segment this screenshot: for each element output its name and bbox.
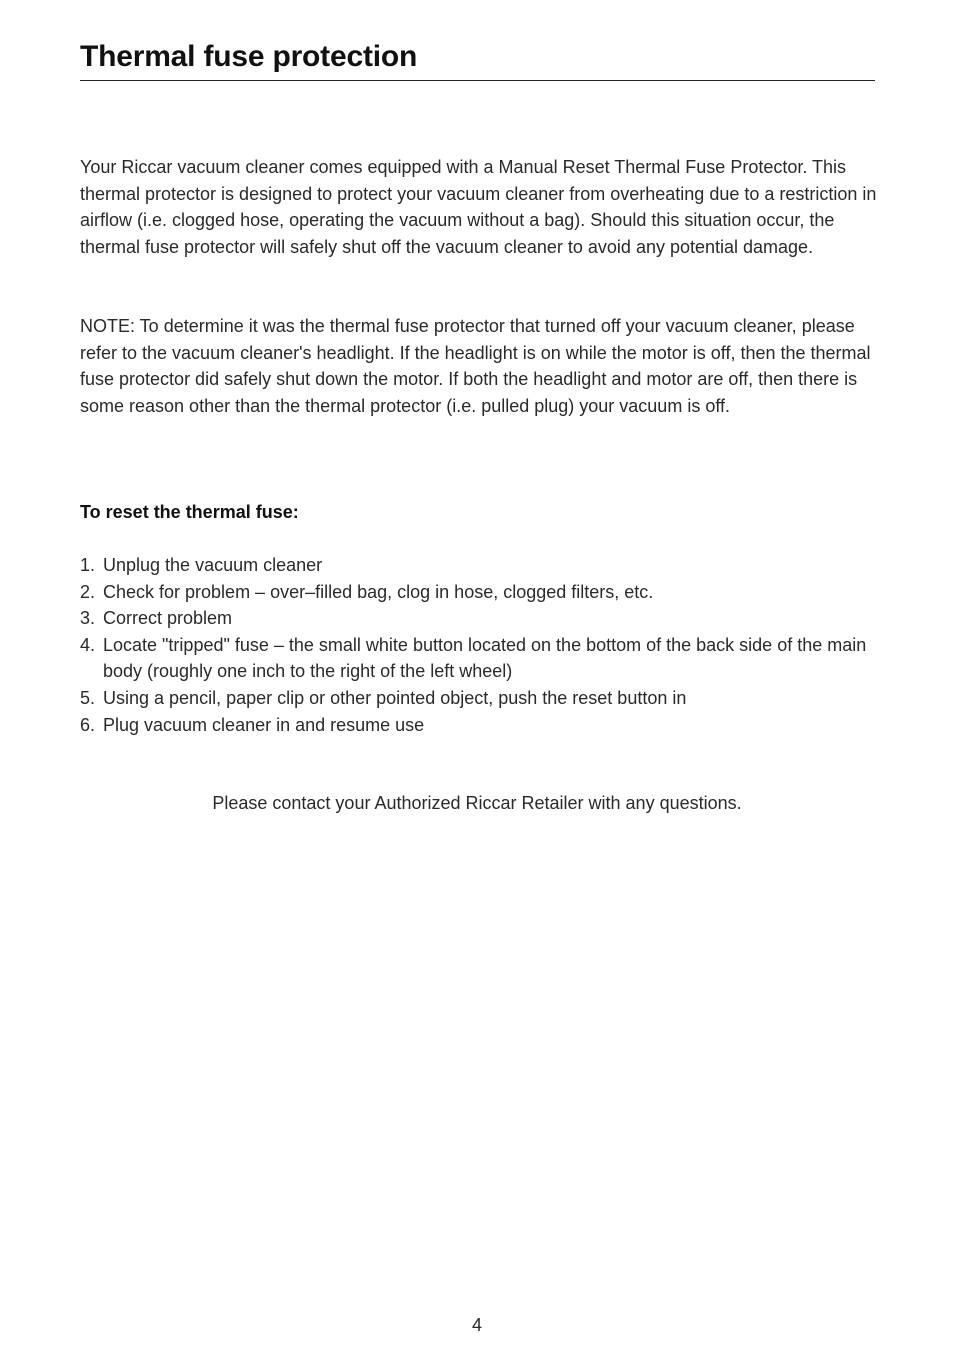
intro-paragraph: Your Riccar vacuum cleaner comes equipped with a Manual Reset Thermal Fuse Protector. This thermal protector is designed to protect your vacuum cleaner from overheating due to a restriction in airflow (i.e. clogged hose, operating the vacuum without a bag). Should this situation occur, the thermal fuse protector will safely shut off the vacuum cleaner to avoid any potential damage. xyxy=(80,157,877,257)
step-text: Correct problem xyxy=(103,608,233,629)
reset-section-heading: To reset the thermal fuse: xyxy=(80,502,299,522)
closing-note: Please contact your Authorized Riccar Retailer with any questions. xyxy=(212,793,742,813)
step-text: Check for problem – over–filled bag, clog in hose, clogged filters, etc. xyxy=(103,581,654,602)
step-text: Locate "tripped" fuse – the small white button located on the bottom of the back side of the main body (roughly one inch to the right of the left wheel) xyxy=(103,634,867,682)
list-item xyxy=(80,579,880,606)
step-text: Plug vacuum cleaner in and resume use xyxy=(103,714,425,735)
list-item xyxy=(80,605,880,632)
title-divider xyxy=(80,80,875,81)
step-number: 5. xyxy=(80,687,96,708)
reset-steps-list xyxy=(80,552,880,738)
page-number: 4 xyxy=(471,1315,482,1335)
step-number: 1. xyxy=(80,555,96,575)
step-number: 4. xyxy=(80,634,96,655)
list-item xyxy=(80,685,880,712)
step-text: Using a pencil, paper clip or other pointed object, push the reset button in xyxy=(103,687,687,708)
step-text: Unplug the vacuum cleaner xyxy=(103,555,323,575)
list-item xyxy=(80,712,880,739)
step-number: 6. xyxy=(80,714,96,735)
note-paragraph: NOTE: To determine it was the thermal fuse protector that turned off your vacuum cleaner, please refer to the vacuum cleaner's headlight. If the headlight is on while the motor is off, then the thermal fuse protector did safely shut down the motor. If both the headlight and motor are off, then there is some reason other than the thermal protector (i.e. pulled plug) your vacuum is off. xyxy=(80,316,871,416)
page-title: Thermal fuse protection xyxy=(80,40,418,73)
step-number: 3. xyxy=(80,608,96,629)
list-item xyxy=(80,632,880,685)
list-item xyxy=(80,552,880,579)
step-number: 2. xyxy=(80,581,96,602)
